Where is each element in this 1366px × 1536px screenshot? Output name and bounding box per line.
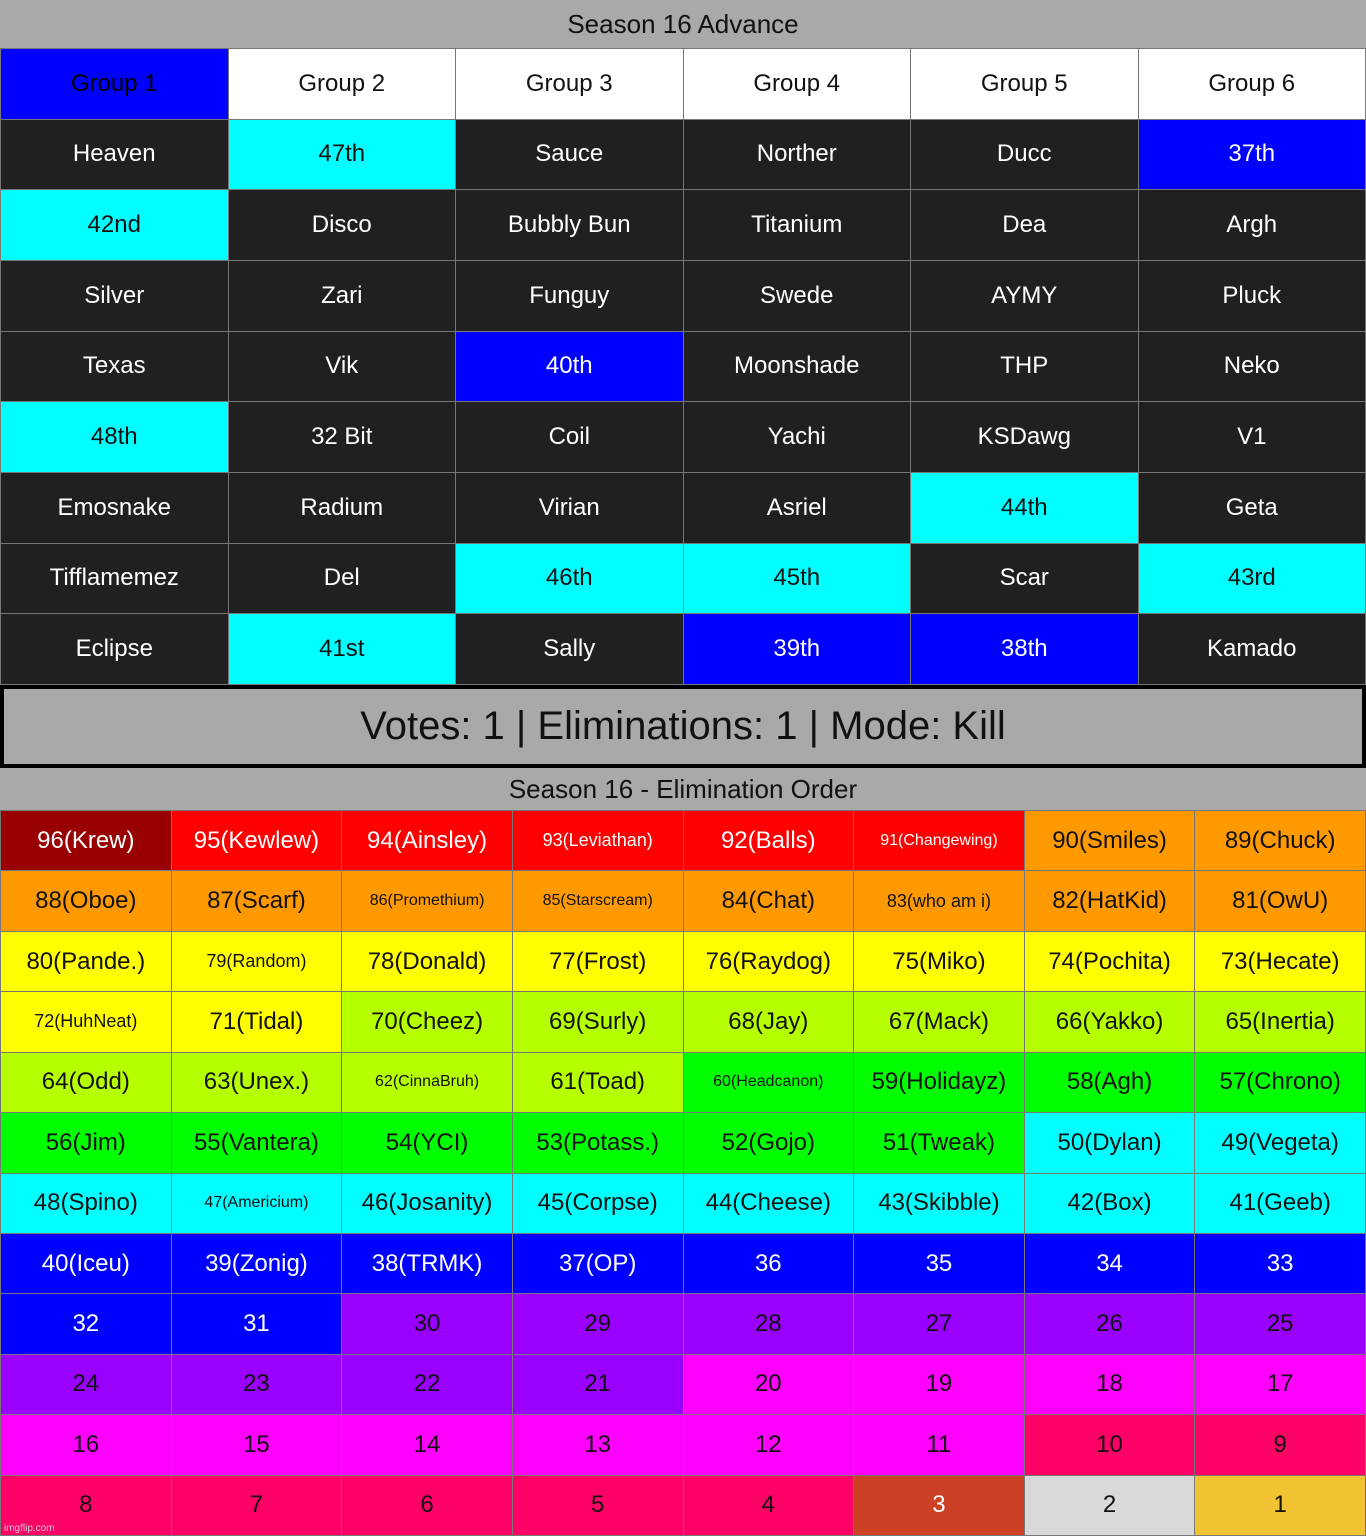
contestant-cell: 48th [1, 402, 228, 472]
contestant-cell: 32 Bit [229, 402, 456, 472]
elimination-cell: 30 [342, 1294, 512, 1353]
elimination-cell: 92(Balls) [684, 811, 854, 870]
group-header: Group 3 [456, 49, 683, 119]
elimination-cell: 95(Kewlew) [172, 811, 342, 870]
contestant-cell: Swede [684, 261, 911, 331]
elimination-cell: 39(Zonig) [172, 1234, 342, 1293]
elimination-cell: 50(Dylan) [1025, 1113, 1195, 1172]
contestant-cell: Tifflamemez [1, 544, 228, 614]
contestant-cell: Sally [456, 614, 683, 684]
elimination-cell: 59(Holidayz) [854, 1053, 1024, 1112]
elimination-cell: 35 [854, 1234, 1024, 1293]
elimination-cell: 73(Hecate) [1195, 932, 1365, 991]
elimination-cell: 49(Vegeta) [1195, 1113, 1365, 1172]
elimination-cell: 16 [1, 1415, 171, 1474]
elimination-cell: 47(Americium) [172, 1174, 342, 1233]
group-header: Group 1 [1, 49, 228, 119]
elimination-cell: 25 [1195, 1294, 1365, 1353]
contestant-cell: Scar [911, 544, 1138, 614]
contestant-cell: Asriel [684, 473, 911, 543]
elimination-cell: 7 [172, 1476, 342, 1535]
elimination-cell: 89(Chuck) [1195, 811, 1365, 870]
elimination-cell: 61(Toad) [513, 1053, 683, 1112]
elimination-cell: 10 [1025, 1415, 1195, 1474]
elimination-cell: 48(Spino) [1, 1174, 171, 1233]
contestant-cell: Vik [229, 332, 456, 402]
elimination-cell: 45(Corpse) [513, 1174, 683, 1233]
elimination-cell: 9 [1195, 1415, 1365, 1474]
elimination-cell: 85(Starscream) [513, 871, 683, 930]
contestant-cell: Yachi [684, 402, 911, 472]
elimination-cell: 26 [1025, 1294, 1195, 1353]
contestant-cell: 43rd [1139, 544, 1366, 614]
elimination-cell: 46(Josanity) [342, 1174, 512, 1233]
elimination-title: Season 16 - Elimination Order [0, 768, 1366, 810]
elimination-cell: 65(Inertia) [1195, 992, 1365, 1051]
contestant-cell: KSDawg [911, 402, 1138, 472]
elimination-cell: 67(Mack) [854, 992, 1024, 1051]
elimination-cell: 82(HatKid) [1025, 871, 1195, 930]
elimination-cell: 57(Chrono) [1195, 1053, 1365, 1112]
contestant-cell: Titanium [684, 190, 911, 260]
elimination-cell: 42(Box) [1025, 1174, 1195, 1233]
watermark: imgflip.com [4, 1523, 55, 1534]
contestant-cell: 39th [684, 614, 911, 684]
elimination-cell: 17 [1195, 1355, 1365, 1414]
elimination-cell: 18 [1025, 1355, 1195, 1414]
contestant-cell: Texas [1, 332, 228, 402]
elimination-cell: 12 [684, 1415, 854, 1474]
elimination-cell: 21 [513, 1355, 683, 1414]
elimination-cell: 32 [1, 1294, 171, 1353]
contestant-cell: Coil [456, 402, 683, 472]
elimination-cell: 40(Iceu) [1, 1234, 171, 1293]
elimination-cell: 78(Donald) [342, 932, 512, 991]
elimination-cell: 20 [684, 1355, 854, 1414]
elimination-cell: 31 [172, 1294, 342, 1353]
elimination-cell: 41(Geeb) [1195, 1174, 1365, 1233]
elimination-cell: 76(Raydog) [684, 932, 854, 991]
elimination-cell: 96(Krew) [1, 811, 171, 870]
elimination-cell: 43(Skibble) [854, 1174, 1024, 1233]
contestant-cell: Virian [456, 473, 683, 543]
elimination-cell: 28 [684, 1294, 854, 1353]
elimination-cell: 64(Odd) [1, 1053, 171, 1112]
elimination-cell: 8 [1, 1476, 171, 1535]
elimination-cell: 70(Cheez) [342, 992, 512, 1051]
contestant-cell: Norther [684, 120, 911, 190]
elimination-cell: 19 [854, 1355, 1024, 1414]
contestant-cell: 40th [456, 332, 683, 402]
contestant-cell: 38th [911, 614, 1138, 684]
elimination-cell: 52(Gojo) [684, 1113, 854, 1172]
elimination-cell: 74(Pochita) [1025, 932, 1195, 991]
advance-table [0, 48, 1366, 685]
elimination-cell: 15 [172, 1415, 342, 1474]
elimination-cell: 83(who am i) [854, 871, 1024, 930]
elimination-cell: 33 [1195, 1234, 1365, 1293]
elimination-cell: 55(Vantera) [172, 1113, 342, 1172]
elimination-cell: 34 [1025, 1234, 1195, 1293]
elimination-cell: 69(Surly) [513, 992, 683, 1051]
elimination-cell: 23 [172, 1355, 342, 1414]
contestant-cell: Ducc [911, 120, 1138, 190]
elimination-cell: 38(TRMK) [342, 1234, 512, 1293]
contestant-cell: 41st [229, 614, 456, 684]
contestant-cell: THP [911, 332, 1138, 402]
elimination-cell: 66(Yakko) [1025, 992, 1195, 1051]
elimination-cell: 80(Pande.) [1, 932, 171, 991]
elimination-cell: 2 [1025, 1476, 1195, 1535]
contestant-cell: Heaven [1, 120, 228, 190]
elimination-cell: 84(Chat) [684, 871, 854, 930]
contestant-cell: Emosnake [1, 473, 228, 543]
elimination-cell: 1 [1195, 1476, 1365, 1535]
advance-title: Season 16 Advance [0, 0, 1366, 48]
elimination-cell: 90(Smiles) [1025, 811, 1195, 870]
elimination-cell: 13 [513, 1415, 683, 1474]
elimination-cell: 60(Headcanon) [684, 1053, 854, 1112]
contestant-cell: Dea [911, 190, 1138, 260]
status-bar: Votes: 1 | Eliminations: 1 | Mode: Kill [0, 685, 1366, 768]
elimination-cell: 87(Scarf) [172, 871, 342, 930]
elimination-cell: 4 [684, 1476, 854, 1535]
elimination-cell: 68(Jay) [684, 992, 854, 1051]
elimination-cell: 37(OP) [513, 1234, 683, 1293]
contestant-cell: 42nd [1, 190, 228, 260]
elimination-cell: 56(Jim) [1, 1113, 171, 1172]
contestant-cell: Sauce [456, 120, 683, 190]
elimination-cell: 81(OwU) [1195, 871, 1365, 930]
elimination-cell: 72(HuhNeat) [1, 992, 171, 1051]
contestant-cell: Bubbly Bun [456, 190, 683, 260]
elimination-cell: 58(Agh) [1025, 1053, 1195, 1112]
group-header: Group 4 [684, 49, 911, 119]
group-header: Group 6 [1139, 49, 1366, 119]
elimination-cell: 93(Leviathan) [513, 811, 683, 870]
elimination-cell: 88(Oboe) [1, 871, 171, 930]
contestant-cell: Disco [229, 190, 456, 260]
elimination-cell: 36 [684, 1234, 854, 1293]
elimination-cell: 6 [342, 1476, 512, 1535]
elimination-cell: 54(YCI) [342, 1113, 512, 1172]
contestant-cell: Funguy [456, 261, 683, 331]
elimination-table [0, 810, 1366, 1536]
elimination-cell: 53(Potass.) [513, 1113, 683, 1172]
elimination-cell: 11 [854, 1415, 1024, 1474]
elimination-cell: 91(Changewing) [854, 811, 1024, 870]
contestant-cell: 46th [456, 544, 683, 614]
elimination-cell: 24 [1, 1355, 171, 1414]
elimination-cell: 27 [854, 1294, 1024, 1353]
elimination-cell: 75(Miko) [854, 932, 1024, 991]
contestant-cell: 37th [1139, 120, 1366, 190]
elimination-cell: 77(Frost) [513, 932, 683, 991]
elimination-cell: 94(Ainsley) [342, 811, 512, 870]
contestant-cell: Zari [229, 261, 456, 331]
contestant-cell: Pluck [1139, 261, 1366, 331]
group-header: Group 2 [229, 49, 456, 119]
elimination-cell: 79(Random) [172, 932, 342, 991]
elimination-cell: 71(Tidal) [172, 992, 342, 1051]
elimination-cell: 3 [854, 1476, 1024, 1535]
elimination-cell: 22 [342, 1355, 512, 1414]
contestant-cell: Silver [1, 261, 228, 331]
elimination-cell: 44(Cheese) [684, 1174, 854, 1233]
contestant-cell: AYMY [911, 261, 1138, 331]
elimination-cell: 62(CinnaBruh) [342, 1053, 512, 1112]
elimination-cell: 14 [342, 1415, 512, 1474]
group-header: Group 5 [911, 49, 1138, 119]
contestant-cell: 44th [911, 473, 1138, 543]
contestant-cell: Moonshade [684, 332, 911, 402]
contestant-cell: V1 [1139, 402, 1366, 472]
elimination-cell: 63(Unex.) [172, 1053, 342, 1112]
contestant-cell: Del [229, 544, 456, 614]
contestant-cell: Kamado [1139, 614, 1366, 684]
contestant-cell: Argh [1139, 190, 1366, 260]
elimination-cell: 29 [513, 1294, 683, 1353]
elimination-cell: 51(Tweak) [854, 1113, 1024, 1172]
contestant-cell: Neko [1139, 332, 1366, 402]
contestant-cell: Eclipse [1, 614, 228, 684]
contestant-cell: 47th [229, 120, 456, 190]
contestant-cell: Geta [1139, 473, 1366, 543]
contestant-cell: Radium [229, 473, 456, 543]
contestant-cell: 45th [684, 544, 911, 614]
elimination-cell: 86(Promethium) [342, 871, 512, 930]
elimination-cell: 5 [513, 1476, 683, 1535]
